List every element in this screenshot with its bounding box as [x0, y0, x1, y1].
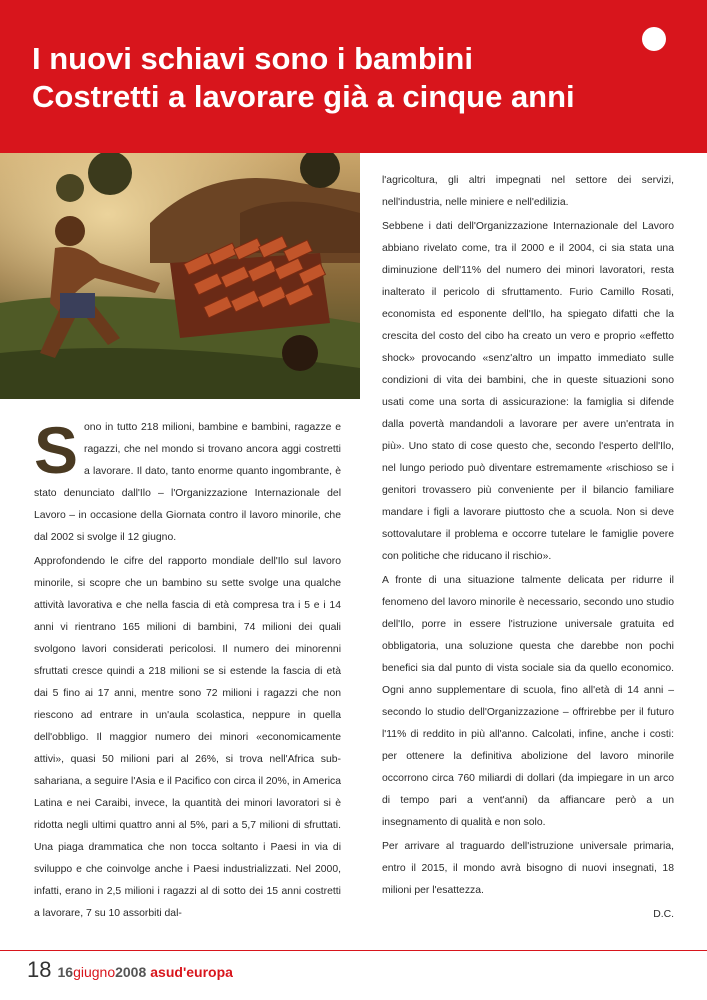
- article-photo: [0, 153, 360, 399]
- article-paragraph: A fronte di una situazione talmente delicata per ridurre il fenomeno del lavoro minorile è necessario, secondo uno studio dell'Ilo, porre in essere l'istruzione universale gratuita ed obbligatoria, una soluzione questa che darebbe non pochi benefici sia dal punto di vista sociale sia da quello economico. Ogni anno supplementare di scuola, fino all'età di 14 anni – secondo lo studio dell'Organizzazione – offrirebbe per il futuro l'11% di reddito in più all'anno. Calcolati, infine, anche i costi: per ottenere la definitiva abolizione del lavoro minorile occorrono circa 760 miliardi di dollari (da impiegare in un arco di tempo pari a vent'anni) da affiancare però a un insegnamento di qualità e non solo.: [382, 575, 674, 828]
- title-line-2: Costretti a lavorare già a cinque anni: [32, 79, 575, 114]
- drop-cap: S: [34, 413, 79, 487]
- article-paragraph: Sono in tutto 218 milioni, bambine e bambini, ragazze e ragazzi, che nel mondo si trovano ancora aggi costretti a lavorare. Il dato, tanto enorme quanto ingombrante, è stato denunciato dall'Ilo – l'Organizzazione Internazionale del Lavoro – in occasione della Giornata contro il lavoro minorile, che dal 2002 si svolge il 12 giugno.: [34, 413, 341, 543]
- title-line-1: I nuovi schiavi sono i bambini: [32, 41, 473, 76]
- issue-year: 2008: [115, 964, 147, 980]
- article-column-right: [382, 170, 674, 928]
- child-with-bricks-photo: [0, 153, 360, 399]
- article-paragraph: l'agricoltura, gli altri impegnati nel settore dei servizi, nell'industria, nelle miniere e nell'edilizia.: [382, 175, 674, 208]
- issue-day: 16: [57, 964, 74, 980]
- magazine-name: asud'europa: [150, 964, 233, 980]
- article-paragraph: Sebbene i dati dell'Organizzazione Internazionale del Lavoro abbiano rivelato come, tra il 2000 e il 2004, ci sia stata una diminuzione dell'11% del numero dei minori lavoratori, resta inalterato il pericolo di sfruttamento. Furio Camillo Rosati, economista ed esponente dell'Ilo, ha spiegato difatti che la crescita del costo del cibo ha creato un vero e proprio «effetto shock» provocando «senz'altro un impatto immediato sulle condizioni di vita dei bambini, che in queste situazioni sono usati come una sorta di assicurazione: la famiglia si difende dalla povertà mandandoli a lavorare per avere un'entrata in più». Uno stato di cose questo che, secondo l'esperto dell'Ilo, nel lungo periodo può diventare estremamente «rischioso se i genitori trovassero più conveniente per il bilancio familiare mandare i figli a lavorare piuttosto che a scuola. Non si deve sottovalutare il problema e occorre tutelare le famiglie povere con politiche che riducano il rischio».: [382, 221, 674, 562]
- page-number: 18: [27, 957, 52, 982]
- author-signature: D.C.: [653, 909, 674, 920]
- article-column-left: [34, 413, 341, 927]
- page-footer: [27, 957, 233, 983]
- article-title: [32, 40, 575, 116]
- footer-divider: [0, 950, 707, 951]
- issue-month: giugno: [73, 964, 116, 980]
- article-paragraph: Approfondendo le cifre del rapporto mondiale dell'Ilo sul lavoro minorile, si scopre che un bambino su sette svolge una qualche attività lavorativa e che nella fascia di età compresa tra i 5 e i 14 anni vi rientrano 165 milioni di bambini, 74 milioni dei quali svolgono lavori considerati pericolosi. Il numero dei minorenni sfruttati cresce quindi a 218 milioni se si estende la fascia di età dai 5 fino ai 17 anni, mentre sono 72 milioni i ragazzi che non riescono ad entrare in un'aula scolastica, neppure in quella dell'obbligo. Il maggior numero dei minori «economicamente attivi», quasi 50 milioni pari al 26%, si trova nell'Africa sub-sahariana, a seguire l'Asia e il Pacifico con circa il 20%, in America Latina e nei Caraibi, invece, la quantità dei minori lavoratori si è ridotta negli ultimi quattro anni al 5%, pari a 5,7 milioni di sfruttati. Una piaga drammatica che non tocca soltanto i Paesi in via di sviluppo e che coinvolge anche i Paesi industrializzati. Nel 2000, infatti, erano in 2,5 milioni i ragazzi al di sotto dei 15 anni costretti a lavorare, 7 su 10 assorbiti dal-: [34, 556, 341, 919]
- article-paragraph: Per arrivare al traguardo dell'istruzione universale primaria, entro il 2015, il mondo avrà bisogno di nuovi insegnati, 18 milioni per l'esattezza.: [382, 841, 674, 896]
- white-dot-icon: [642, 27, 666, 51]
- title-banner: [0, 0, 707, 153]
